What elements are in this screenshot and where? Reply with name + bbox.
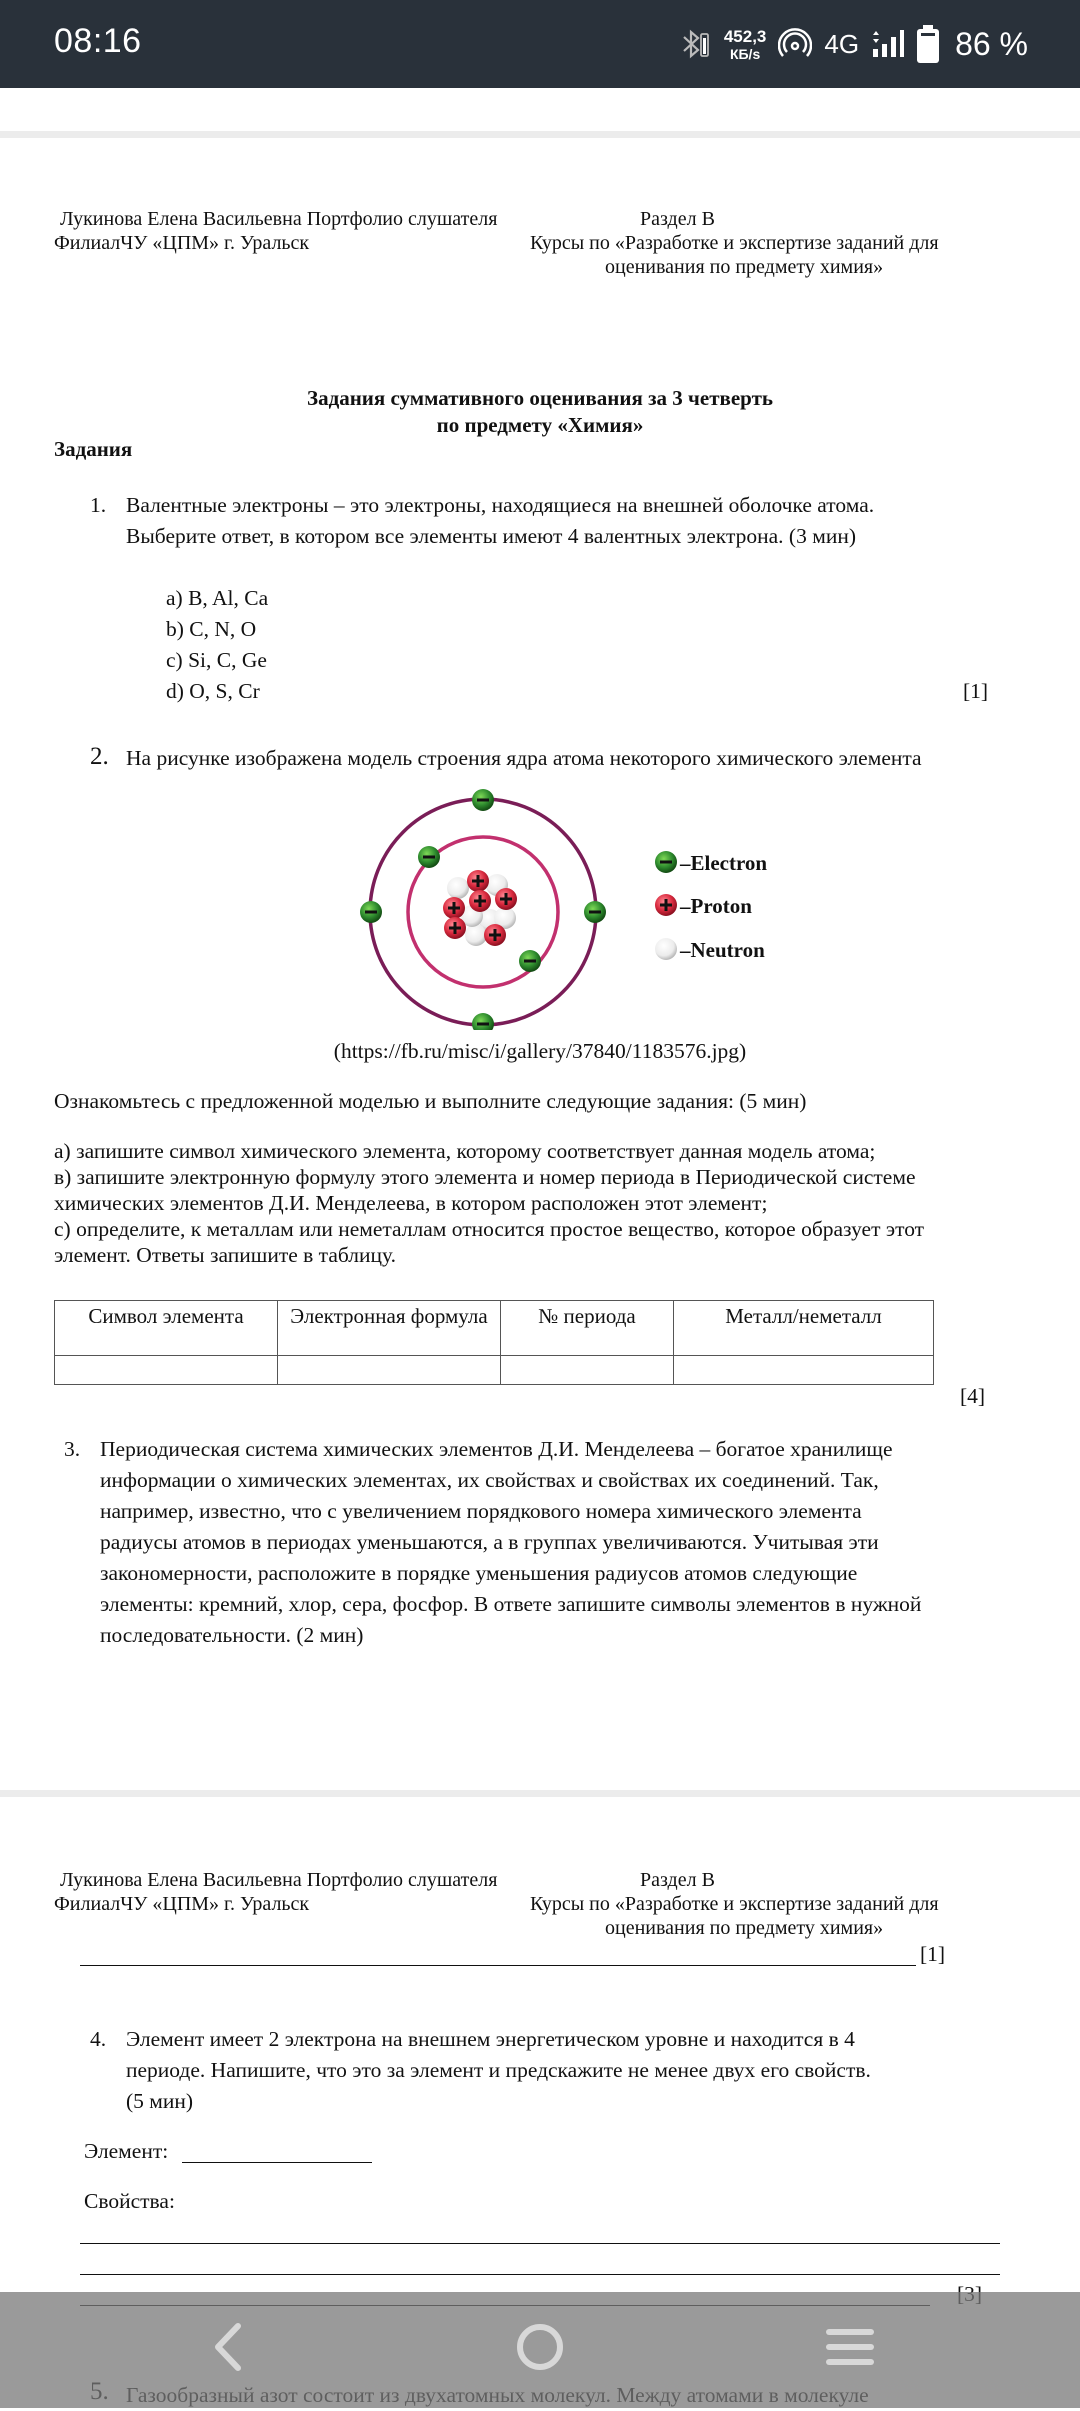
question-text: На рисунке изображена модель строения ядра атома некоторого химического элемента — [126, 746, 922, 770]
legend-electron-label: –Electron — [680, 851, 768, 875]
header-course-line1: Курсы по «Разработке и экспертизе заданий для — [530, 232, 939, 254]
electron — [519, 950, 541, 972]
question-instruction: Ознакомьтесь с предложенной моделью и выполните следующие задания: (5 мин) — [54, 1089, 807, 1113]
section-label: Задания — [54, 437, 133, 461]
properties-answer-line[interactable] — [80, 2243, 1000, 2244]
subtask-line: элемент. Ответы запишите в таблицу. — [54, 1243, 396, 1267]
question-number: 1. — [90, 493, 107, 517]
table-cell[interactable] — [674, 1356, 934, 1385]
legend-neutron-label: –Neutron — [680, 938, 765, 962]
table-header: Металл/неметалл — [674, 1301, 934, 1356]
proton — [495, 888, 517, 910]
question-text-line: Периодическая система химических элементов Д.И. Менделеева – богатое хранилище — [100, 1437, 893, 1461]
legend-neutron-icon — [655, 938, 677, 960]
question-text-line: Выберите ответ, в котором все элементы имеют 4 валентных электрона. (3 мин) — [126, 524, 856, 548]
question-text-line: закономерности, расположите в порядке уменьшения радиусов атомов следующие — [100, 1561, 858, 1585]
question-text-line: радиусы атомов в периодах уменьшаются, а в группах увеличиваются. Учитывая эти — [100, 1530, 879, 1554]
network-speed: 452,3 КБ/s — [723, 26, 767, 62]
neutron — [447, 877, 469, 899]
header-author: Лукинова Елена Васильевна Портфолио слушателя — [60, 1869, 498, 1891]
atom-model-figure — [340, 775, 790, 1030]
question-text-line: например, известно, что с увеличением порядкового номера химического элемента — [100, 1499, 862, 1523]
answer-table — [54, 1300, 934, 1385]
question-text-line: информации о химических элементах, их свойствах и свойствах их соединений. Так, — [100, 1468, 879, 1492]
question-text-line: Элемент имеет 2 электрона на внешнем энергетическом уровне и находится в 4 — [126, 2027, 855, 2051]
properties-label: Свойства: — [84, 2189, 175, 2213]
status-time: 08:16 — [54, 22, 142, 60]
element-label: Элемент: — [84, 2139, 169, 2163]
question-text-line: Валентные электроны – это электроны, находящиеся на внешней оболочке атома. — [126, 493, 875, 517]
answer-option: c) Si, C, Ge — [166, 648, 267, 672]
legend-electron-icon — [655, 851, 677, 873]
legend-proton-icon — [655, 894, 677, 916]
table-cell[interactable] — [278, 1356, 501, 1385]
question-text-line: элементы: кремний, хлор, сера, фосфор. В ответе запишите символы элементов в нужной — [100, 1592, 922, 1616]
page-separator — [0, 1790, 1080, 1797]
question-number: 3. — [64, 1437, 81, 1461]
question-number: 2. — [90, 743, 109, 770]
neutron — [465, 924, 487, 946]
question-text-line: периоде. Напишите, что это за элемент и предскажите не менее двух его свойств. — [126, 2058, 871, 2082]
table-cell[interactable] — [55, 1356, 278, 1385]
answer-option: d) O, S, Cr — [166, 679, 260, 703]
proton — [484, 924, 506, 946]
subtask-line: в) запишите электронную формулу этого элемента и номер периода в Периодической системе — [54, 1165, 916, 1189]
table-header: Электронная формула — [278, 1301, 501, 1356]
proton — [467, 870, 489, 892]
electron — [472, 1013, 494, 1030]
status-icons — [676, 18, 1028, 70]
properties-answer-line[interactable] — [80, 2274, 1000, 2275]
document-title-line2: по предмету «Химия» — [436, 413, 644, 437]
table-header: № периода — [501, 1301, 674, 1356]
electron — [360, 901, 382, 923]
question-mark: [1] — [920, 1942, 946, 1966]
home-icon — [515, 2322, 565, 2372]
network-type: 4G — [824, 28, 860, 59]
element-answer-line[interactable] — [182, 2162, 372, 2163]
subtask-line: с) определите, к металлам или неметаллам относится простое вещество, которое образует этот — [54, 1217, 925, 1241]
electron — [472, 789, 494, 811]
header-branch: ФилиалЧУ «ЦПМ» г. Уральск — [54, 1893, 310, 1915]
battery-percent: 86 % — [955, 25, 1028, 62]
question-number: 4. — [90, 2027, 107, 2051]
proton — [443, 897, 465, 919]
subtask-line: химических элементов Д.И. Менделеева, в котором расположен этот элемент; — [54, 1191, 768, 1215]
question-text-line: последовательности. (2 мин) — [100, 1623, 364, 1647]
home-button[interactable] — [500, 2312, 580, 2382]
figure-source: (https://fb.ru/misc/i/gallery/37840/1183576.jpg) — [333, 1039, 747, 1063]
question-mark: [1] — [963, 679, 989, 703]
legend-proton-label: –Proton — [680, 894, 752, 918]
electron — [418, 846, 440, 868]
header-author: Лукинова Елена Васильевна Портфолио слушателя — [60, 208, 498, 230]
header-branch: ФилиалЧУ «ЦПМ» г. Уральск — [54, 232, 310, 254]
menu-button[interactable] — [810, 2312, 890, 2382]
table-cell[interactable] — [501, 1356, 674, 1385]
table-header-row — [55, 1301, 934, 1356]
menu-icon — [823, 2325, 877, 2369]
navigation-bar — [0, 2292, 1080, 2408]
question-text-line: (5 мин) — [126, 2089, 194, 2113]
header-course-line2: оценивания по предмету химия» — [605, 256, 884, 278]
signal-icon — [871, 27, 905, 61]
header-section: Раздел В — [640, 208, 715, 230]
battery-icon — [917, 25, 939, 63]
electron — [584, 901, 606, 923]
table-row — [55, 1356, 934, 1385]
document-title-line1: Задания суммативного оценивания за 3 четверть — [307, 386, 773, 410]
bluetooth-icon — [676, 26, 712, 62]
back-icon — [208, 2322, 248, 2372]
header-course-line1: Курсы по «Разработке и экспертизе заданий для — [530, 1893, 939, 1915]
answer-option: a) B, Al, Ca — [166, 586, 269, 610]
answer-line[interactable] — [80, 1965, 916, 1966]
hotspot-icon — [778, 27, 812, 61]
table-header: Символ элемента — [55, 1301, 278, 1356]
header-section: Раздел В — [640, 1869, 715, 1891]
page-separator — [0, 131, 1080, 138]
proton — [469, 890, 491, 912]
proton — [444, 917, 466, 939]
status-bar — [0, 0, 1080, 88]
answer-option: b) C, N, O — [166, 617, 257, 641]
back-button[interactable] — [188, 2312, 268, 2382]
subtask-line: а) запишите символ химического элемента, которому соответствует данная модель атома; — [54, 1139, 876, 1163]
header-course-line2: оценивания по предмету химия» — [605, 1917, 884, 1939]
question-mark: [4] — [960, 1384, 986, 1408]
